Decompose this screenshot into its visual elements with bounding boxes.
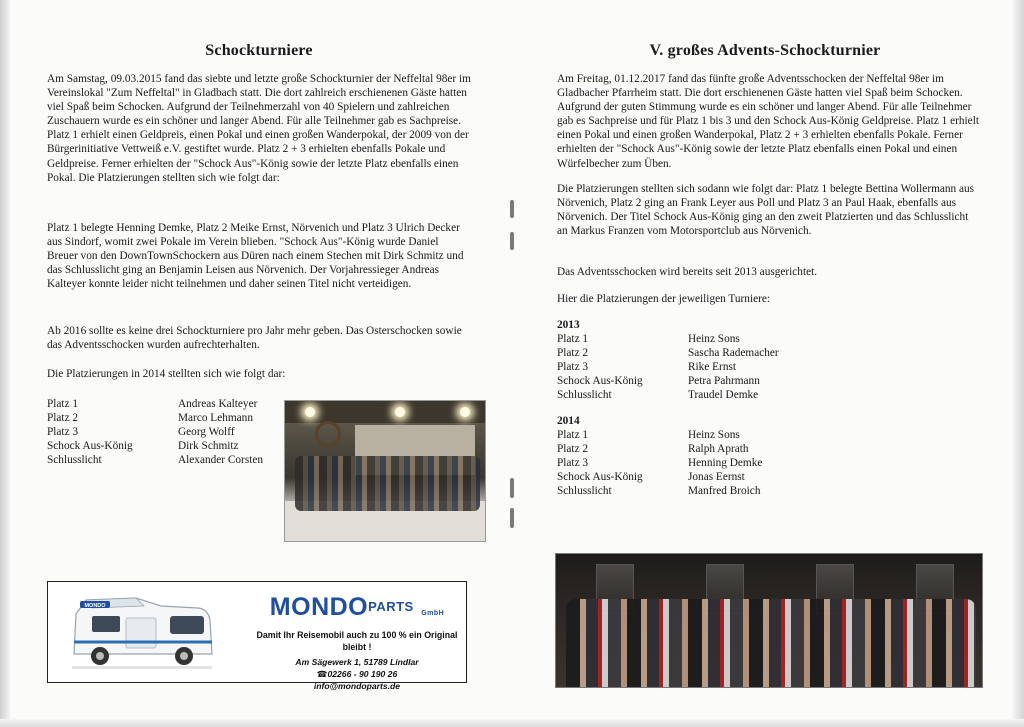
photo-group-of-people bbox=[566, 599, 976, 688]
ranking-name: Ralph Aprath bbox=[688, 443, 749, 456]
table-row bbox=[47, 439, 287, 453]
left-rankings-table bbox=[47, 397, 287, 467]
lamp-icon bbox=[395, 407, 405, 417]
photo-crowd bbox=[295, 456, 480, 511]
ranking-name: Jonas Eernst bbox=[688, 471, 745, 484]
ranking-name: Heinz Sons bbox=[688, 333, 740, 346]
van-logo-text: MONDO bbox=[84, 603, 106, 609]
right-paragraph-2: Die Platzierungen stellten sich sodann wie folgt dar: Platz 1 belegte Bettina Wollermann aus Nörvenich, Platz 2 ging an Frank Leyer aus Poll und Platz 3 an Paul Haak, ebenfalls aus Nörvenich. Der Titel Schock Aus-König ging an den zweit Platzierten und das Schlusslicht an Markus Franzen vom Motorsportclub aus Nörvenich. bbox=[557, 183, 975, 238]
year-heading: 2014 bbox=[557, 415, 580, 427]
ad-logo-brand: MONDO bbox=[269, 593, 369, 621]
table-row bbox=[557, 374, 857, 388]
group-photo bbox=[555, 553, 983, 688]
ranking-table-2013 bbox=[557, 318, 857, 403]
ranking-place: Platz 1 bbox=[47, 398, 79, 410]
ranking-place: Platz 3 bbox=[557, 457, 589, 470]
ranking-name: Alexander Corsten bbox=[178, 454, 264, 467]
ad-address: Am Sägewerk 1, 51789 Lindlar bbox=[295, 657, 419, 667]
ranking-place: Platz 3 bbox=[47, 426, 79, 439]
lamp-icon bbox=[460, 407, 470, 417]
left-paragraph-2: Platz 1 belegte Henning Demke, Platz 2 Meike Ernst, Nörvenich und Platz 3 Ulrich Decker aus Sindorf, womit zwei Pokale im Verein blieben. "Schock Aus"-König wurde Daniel Breuer von den DownTownSchockern aus Düren nach einem Stechen mit Dirk Schmitz und das Schlusslicht ging an Benjamin Leisen aus Nörvenich. Der Vorjahressieger Andreas Kalteyer konnte leider nicht teilnehmen und daher seinen Titel nicht verteidigen. bbox=[47, 222, 464, 291]
ranking-table-2014 bbox=[557, 414, 857, 499]
ranking-place: Schock Aus-König bbox=[557, 375, 643, 388]
left-paragraph-4: Die Platzierungen in 2014 stellten sich wie folgt dar: bbox=[47, 368, 286, 380]
table-row bbox=[557, 428, 857, 442]
ranking-place: Platz 2 bbox=[557, 347, 589, 360]
ranking-name: Dirk Schmitz bbox=[178, 440, 239, 453]
ad-phone bbox=[250, 668, 464, 680]
left-paragraph-1: Am Samstag, 09.03.2015 fand das siebte und letzte große Schockturnier der Neffeltal 98er im Vereinslokal "Zum Neffeltal" in Gladbach statt. Die dort zahlreich erschienenen Gäste hatten viel Spaß beim Schocken. Aufgrund der Teilnehmerzahl von 40 Spielern und zahlreichen Zuschauern wurde es ein schöner und langer Abend. Für alle Teilnehmer gab es Sachpreise. Platz 1 erhielt einen Geldpreis, einen Pokal und einen großen Wanderpokal, der 2009 von der Bürgerinitiative Vettweiß e.V. gestiftet wurde. Platz 2 + 3 erhielten ebenfalls Pokale und Geldpreise. Ferner erhielten der "Schock Aus"-König sowie der letzte Platz ebenfalls einen Pokal. Die Platzierungen stellten sich wie folgt dar: bbox=[47, 73, 471, 184]
right-title: V. großes Advents-Schockturnier bbox=[649, 42, 881, 59]
ranking-place: Schlusslicht bbox=[557, 389, 612, 402]
ranking-name: Marco Lehmann bbox=[178, 412, 253, 425]
binding-mark bbox=[510, 478, 514, 498]
ad-logo-gmbh: GmbH bbox=[421, 610, 445, 617]
ranking-name: Georg Wolff bbox=[178, 426, 235, 439]
page-edge-right bbox=[1012, 0, 1024, 727]
ranking-place: Schock Aus-König bbox=[557, 471, 643, 484]
ad-phone-number: 02266 - 90 190 26 bbox=[327, 669, 398, 679]
table-row bbox=[47, 425, 287, 439]
lamp-icon bbox=[305, 407, 315, 417]
ranking-place: Platz 2 bbox=[47, 412, 79, 425]
tournament-photo bbox=[284, 400, 486, 542]
mondoparts-ad bbox=[47, 581, 467, 691]
table-row bbox=[557, 332, 857, 346]
ranking-name: Traudel Demke bbox=[688, 389, 759, 402]
left-page bbox=[14, 0, 504, 727]
table-row bbox=[557, 346, 857, 360]
ranking-place: Schlusslicht bbox=[47, 454, 102, 467]
ranking-place: Schlusslicht bbox=[557, 485, 612, 498]
table-row bbox=[557, 470, 857, 484]
binding-mark bbox=[510, 508, 514, 528]
ranking-name: Sascha Rademacher bbox=[688, 347, 779, 360]
photo-ceiling bbox=[285, 401, 485, 423]
table-row bbox=[47, 453, 287, 467]
ranking-place: Platz 2 bbox=[557, 443, 589, 456]
year-heading: 2013 bbox=[557, 319, 580, 331]
ranking-name: Heinz Sons bbox=[688, 429, 740, 442]
ranking-name: Petra Pahrmann bbox=[688, 375, 760, 388]
table-row bbox=[557, 442, 857, 456]
left-title: Schockturniere bbox=[205, 42, 313, 59]
ranking-name: Rike Ernst bbox=[688, 361, 737, 374]
left-paragraph-3: Ab 2016 sollte es keine drei Schockturniere pro Jahr mehr geben. Das Osterschocken sowie das Adventsschocken wurden aufrechterhalten. bbox=[47, 325, 462, 352]
ad-slogan: Damit Ihr Reisemobil auch zu 100 % ein Original bleibt ! bbox=[256, 630, 458, 652]
table-row bbox=[557, 360, 857, 374]
ad-logo-parts: PARTS bbox=[368, 599, 414, 614]
ranking-place: Platz 1 bbox=[557, 429, 589, 442]
ranking-place: Platz 1 bbox=[557, 333, 589, 346]
ranking-name: Manfred Broich bbox=[688, 485, 761, 498]
ranking-name: Andreas Kalteyer bbox=[178, 398, 258, 410]
right-paragraph-3: Das Adventsschocken wird bereits seit 2013 ausgerichtet. bbox=[557, 266, 818, 278]
binding-mark bbox=[510, 200, 514, 218]
table-row bbox=[47, 397, 287, 411]
phone-icon: ☎ bbox=[316, 669, 328, 679]
ranking-name: Henning Demke bbox=[688, 457, 763, 470]
binding-mark bbox=[510, 232, 514, 250]
table-row bbox=[47, 411, 287, 425]
table-row bbox=[557, 388, 857, 402]
ad-email: info@mondoparts.de bbox=[313, 681, 401, 691]
camper-van-icon bbox=[66, 592, 216, 676]
ranking-place: Platz 3 bbox=[557, 361, 589, 374]
right-paragraph-4: Hier die Platzierungen der jeweiligen Turniere: bbox=[557, 293, 771, 305]
table-row bbox=[557, 456, 857, 470]
ad-logo bbox=[250, 592, 464, 629]
ad-brand-block bbox=[250, 592, 464, 692]
table-row bbox=[557, 484, 857, 498]
page-edge-left bbox=[0, 0, 10, 727]
ranking-place: Schock Aus-König bbox=[47, 440, 133, 453]
right-paragraph-1: Am Freitag, 01.12.2017 fand das fünfte große Adventsschocken der Neffeltal 98er im Gladbacher Pfarrheim statt. Die dort erschienenen Gäste hatten viel Spaß beim Schocken. Aufgrund der guten Stimmung wurde es ein schöner und langer Abend. Für alle Teilnehmer gab es Sachpreise und für Platz 1 bis 3 und den Schock Aus-König Geldpreise. Platz 1 erhielt einen Pokal und einen großen Wanderpokal, Platz 2 + 3 erhielten ebenfalls Pokale. Ferner erhielten der "Schock Aus"-König sowie der letzte Platz ebenfalls einen Pokal und einen Würfelbecher zum Üben. bbox=[557, 73, 979, 170]
wagon-wheel-icon bbox=[315, 421, 341, 447]
